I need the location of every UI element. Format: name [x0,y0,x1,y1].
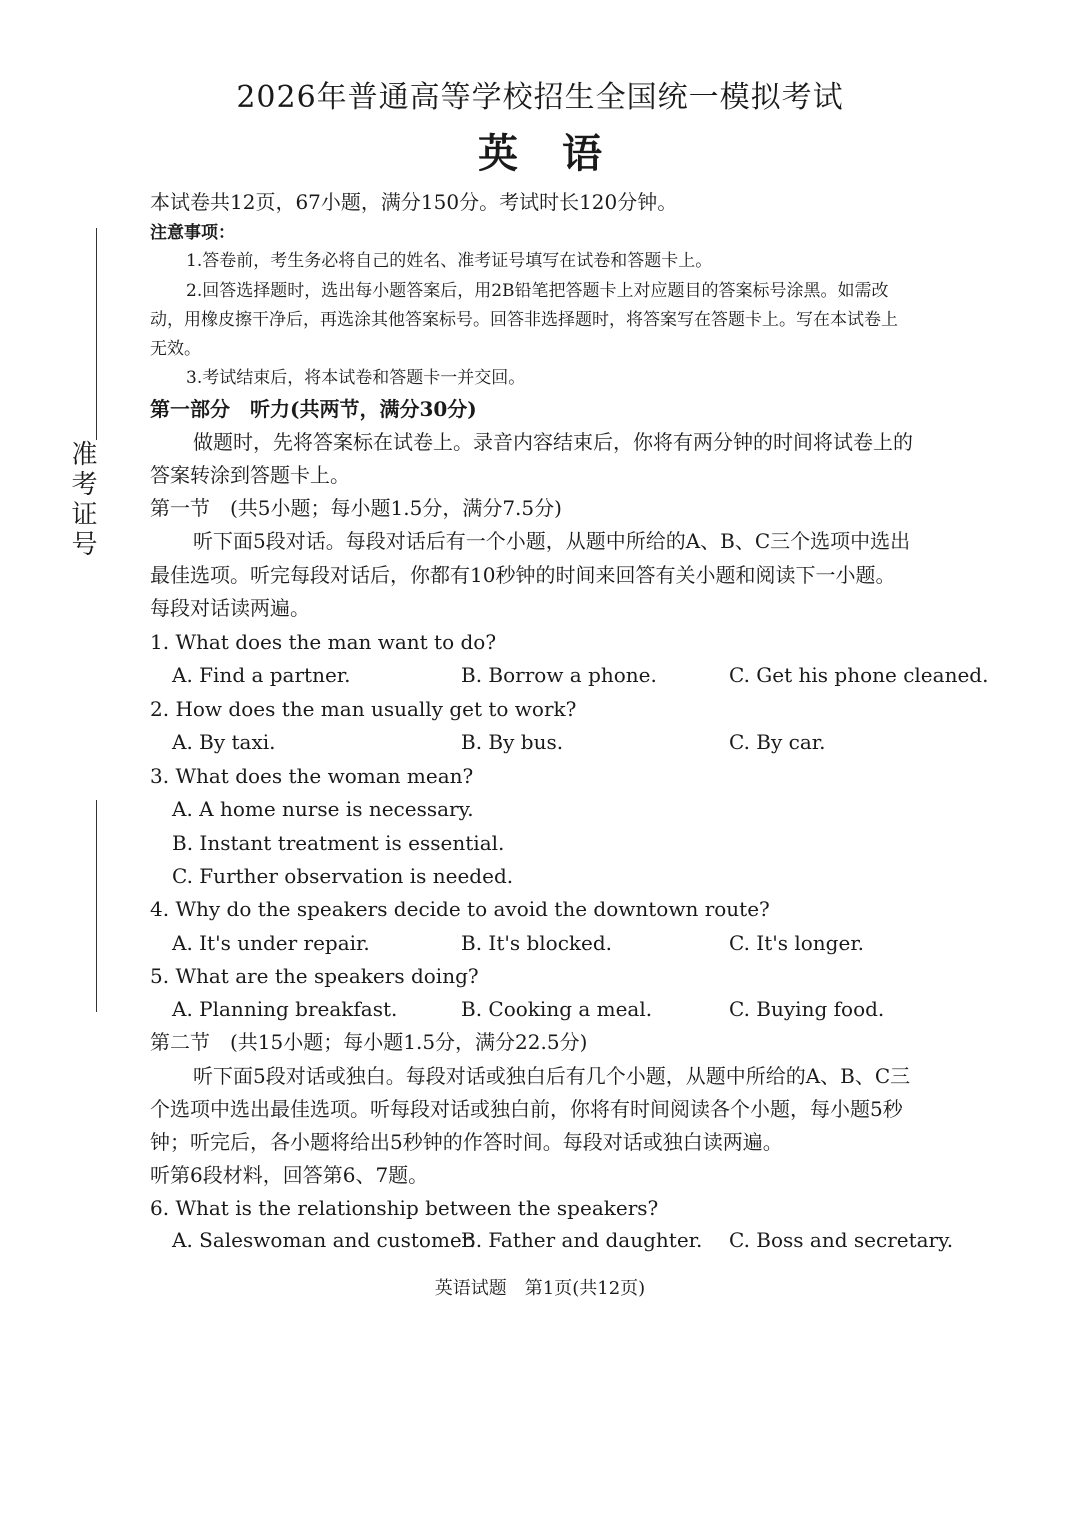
note-2-line-3: 无效。 [150,339,201,359]
part1-instruction-line-2: 答案转涂到答题卡上。 [150,463,350,487]
exam-summary: 本试卷共12页，67小题，满分150分。考试时长120分钟。 [150,190,678,214]
question-6-option-a: A. Saleswoman and customer. [172,1228,476,1252]
question-4-option-c: C. It's longer. [729,931,865,955]
question-1-option-a: A. Find a partner. [172,663,351,687]
question-5-option-c: C. Buying food. [729,997,885,1021]
question-5-option-b: B. Cooking a meal. [461,997,653,1021]
question-3-option-c: C. Further observation is needed. [172,864,514,888]
side-divider-top [96,228,97,440]
question-2-stem: 2. How does the man usually get to work? [150,697,577,721]
question-6-option-b: B. Father and daughter. [461,1228,703,1252]
question-1-stem: 1. What does the man want to do? [150,630,497,654]
part1-instruction-line-1: 做题时，先将答案标在试卷上。录音内容结束后，你将有两分钟的时间将试卷上的 [193,430,913,454]
question-6-stem: 6. What is the relationship between the speakers? [150,1196,659,1220]
section2-instruction-line-2: 个选项中选出最佳选项。听每段对话或独白前，你将有时间阅读各个小题，每小题5秒 [150,1097,903,1121]
question-4-option-b: B. It's blocked. [461,931,613,955]
subject-title: 英语 [478,130,646,177]
section2-material-note: 听第6段材料，回答第6、7题。 [150,1163,429,1187]
side-divider-bottom [96,800,97,1012]
question-3-stem: 3. What does the woman mean? [150,764,474,788]
section2-heading: 第二节 (共15小题；每小题1.5分，满分22.5分) [150,1030,588,1054]
section1-heading: 第一节 (共5小题；每小题1.5分，满分7.5分) [150,496,562,520]
question-3-option-a: A. A home nurse is necessary. [172,797,474,821]
page-footer: 英语试题 第1页(共12页) [434,1278,646,1299]
question-2-option-c: C. By car. [729,730,826,754]
note-2-line-1: 2.回答选择题时，选出每小题答案后，用2B铅笔把答题卡上对应题目的答案标号涂黑。如需改 [186,281,889,301]
section2-instruction-line-1: 听下面5段对话或独白。每段对话或独白后有几个小题，从题中所给的A、B、C三 [193,1064,911,1088]
question-1-option-b: B. Borrow a phone. [461,663,657,687]
notes-title: 注意事项： [150,223,235,243]
section2-instruction-line-3: 钟；听完后，各小题将给出5秒钟的作答时间。每段对话或独白读两遍。 [150,1130,783,1154]
part1-heading: 第一部分 听力(共两节，满分30分) [150,397,477,421]
question-6-option-c: C. Boss and secretary. [729,1228,954,1252]
question-3-option-b: B. Instant treatment is essential. [172,831,505,855]
question-1-option-c: C. Get his phone cleaned. [729,663,989,687]
question-5-stem: 5. What are the speakers doing? [150,964,479,988]
note-3: 3.考试结束后，将本试卷和答题卡一并交回。 [186,368,526,388]
question-4-option-a: A. It's under repair. [172,931,370,955]
section1-instruction-line-1: 听下面5段对话。每段对话后有一个小题，从题中所给的A、B、C三个选项中选出 [193,529,911,553]
question-5-option-a: A. Planning breakfast. [172,997,398,1021]
section1-instruction-line-3: 每段对话读两遍。 [150,596,310,620]
exam-title: 2026年普通高等学校招生全国统一模拟考试 [236,80,844,115]
note-1: 1.答卷前，考生务必将自己的姓名、准考证号填写在试卷和答题卡上。 [186,251,713,271]
side-label-admission-number: 准考证号 [67,440,97,560]
question-4-stem: 4. Why do the speakers decide to avoid the downtown route? [150,897,770,921]
section1-instruction-line-2: 最佳选项。听完每段对话后，你都有10秒钟的时间来回答有关小题和阅读下一小题。 [150,563,896,587]
note-2-line-2: 动，用橡皮擦干净后，再选涂其他答案标号。回答非选择题时，将答案写在答题卡上。写在本试卷上 [150,310,898,330]
question-2-option-a: A. By taxi. [172,730,276,754]
question-2-option-b: B. By bus. [461,730,564,754]
